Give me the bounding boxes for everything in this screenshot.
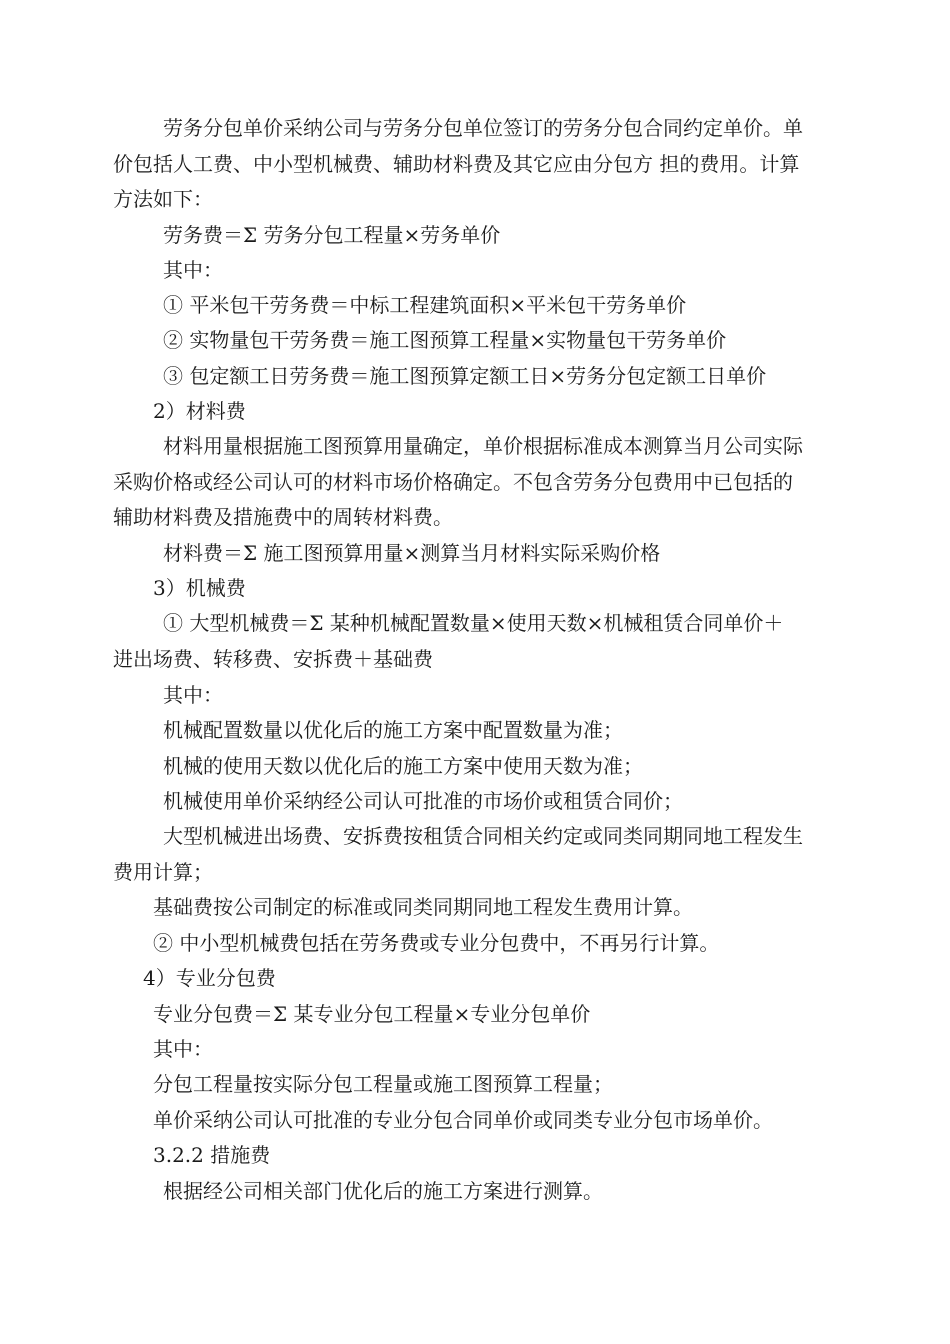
- formula-line: 劳务费＝Σ 劳务分包工程量×劳务单价: [163, 223, 501, 247]
- paragraph-line: 采购价格或经公司认可的材料市场价格确定。不包含劳务分包费用中已包括的: [113, 470, 793, 494]
- paragraph-line: 劳务分包单价采纳公司与劳务分包单位签订的劳务分包合同约定单价。单: [163, 116, 803, 140]
- paragraph-line: 大型机械进出场费、安拆费按租赁合同相关约定或同类同期同地工程发生: [163, 824, 803, 848]
- paragraph-line: 费用计算；: [113, 860, 213, 884]
- paragraph-line: 价包括人工费、中小型机械费、辅助材料费及其它应由分包方 担的费用。计算: [113, 152, 800, 176]
- paragraph-line: 机械的使用天数以优化后的施工方案中使用天数为准；: [163, 754, 643, 778]
- paragraph-line: 其中：: [153, 1037, 213, 1061]
- section-heading: 3.2.2 措施费: [153, 1143, 271, 1167]
- paragraph-line: 材料用量根据施工图预算用量确定，单价根据标准成本测算当月公司实际: [163, 434, 803, 458]
- section-heading: 2）材料费: [153, 399, 246, 423]
- formula-line: 专业分包费＝Σ 某专业分包工程量×专业分包单价: [153, 1002, 591, 1026]
- paragraph-line: 机械配置数量以优化后的施工方案中配置数量为准；: [163, 718, 623, 742]
- section-heading: 4）专业分包费: [143, 966, 276, 990]
- paragraph-line: 其中：: [163, 258, 223, 282]
- paragraph-line: 单价采纳公司认可批准的专业分包合同单价或同类专业分包市场单价。: [153, 1108, 773, 1132]
- paragraph-line: 其中：: [163, 683, 223, 707]
- formula-line: ① 平米包干劳务费＝中标工程建筑面积×平米包干劳务单价: [163, 293, 687, 317]
- section-heading: 3）机械费: [153, 576, 246, 600]
- formula-line: ② 实物量包干劳务费＝施工图预算工程量×实物量包干劳务单价: [163, 328, 727, 352]
- paragraph-line: ② 中小型机械费包括在劳务费或专业分包费中，不再另行计算。: [153, 931, 720, 955]
- paragraph-line: 基础费按公司制定的标准或同类同期同地工程发生费用计算。: [153, 895, 693, 919]
- paragraph-line: 方法如下：: [113, 187, 213, 211]
- paragraph-line: 进出场费、转移费、安拆费＋基础费: [113, 647, 433, 671]
- paragraph-line: 辅助材料费及措施费中的周转材料费。: [113, 505, 453, 529]
- formula-line: ① 大型机械费＝Σ 某种机械配置数量×使用天数×机械租赁合同单价＋: [163, 611, 784, 635]
- paragraph-line: 根据经公司相关部门优化后的施工方案进行测算。: [163, 1179, 603, 1203]
- paragraph-line: 分包工程量按实际分包工程量或施工图预算工程量；: [153, 1072, 613, 1096]
- formula-line: 材料费＝Σ 施工图预算用量×测算当月材料实际采购价格: [163, 541, 661, 565]
- paragraph-line: 机械使用单价采纳经公司认可批准的市场价或租赁合同价；: [163, 789, 683, 813]
- formula-line: ③ 包定额工日劳务费＝施工图预算定额工日×劳务分包定额工日单价: [163, 364, 767, 388]
